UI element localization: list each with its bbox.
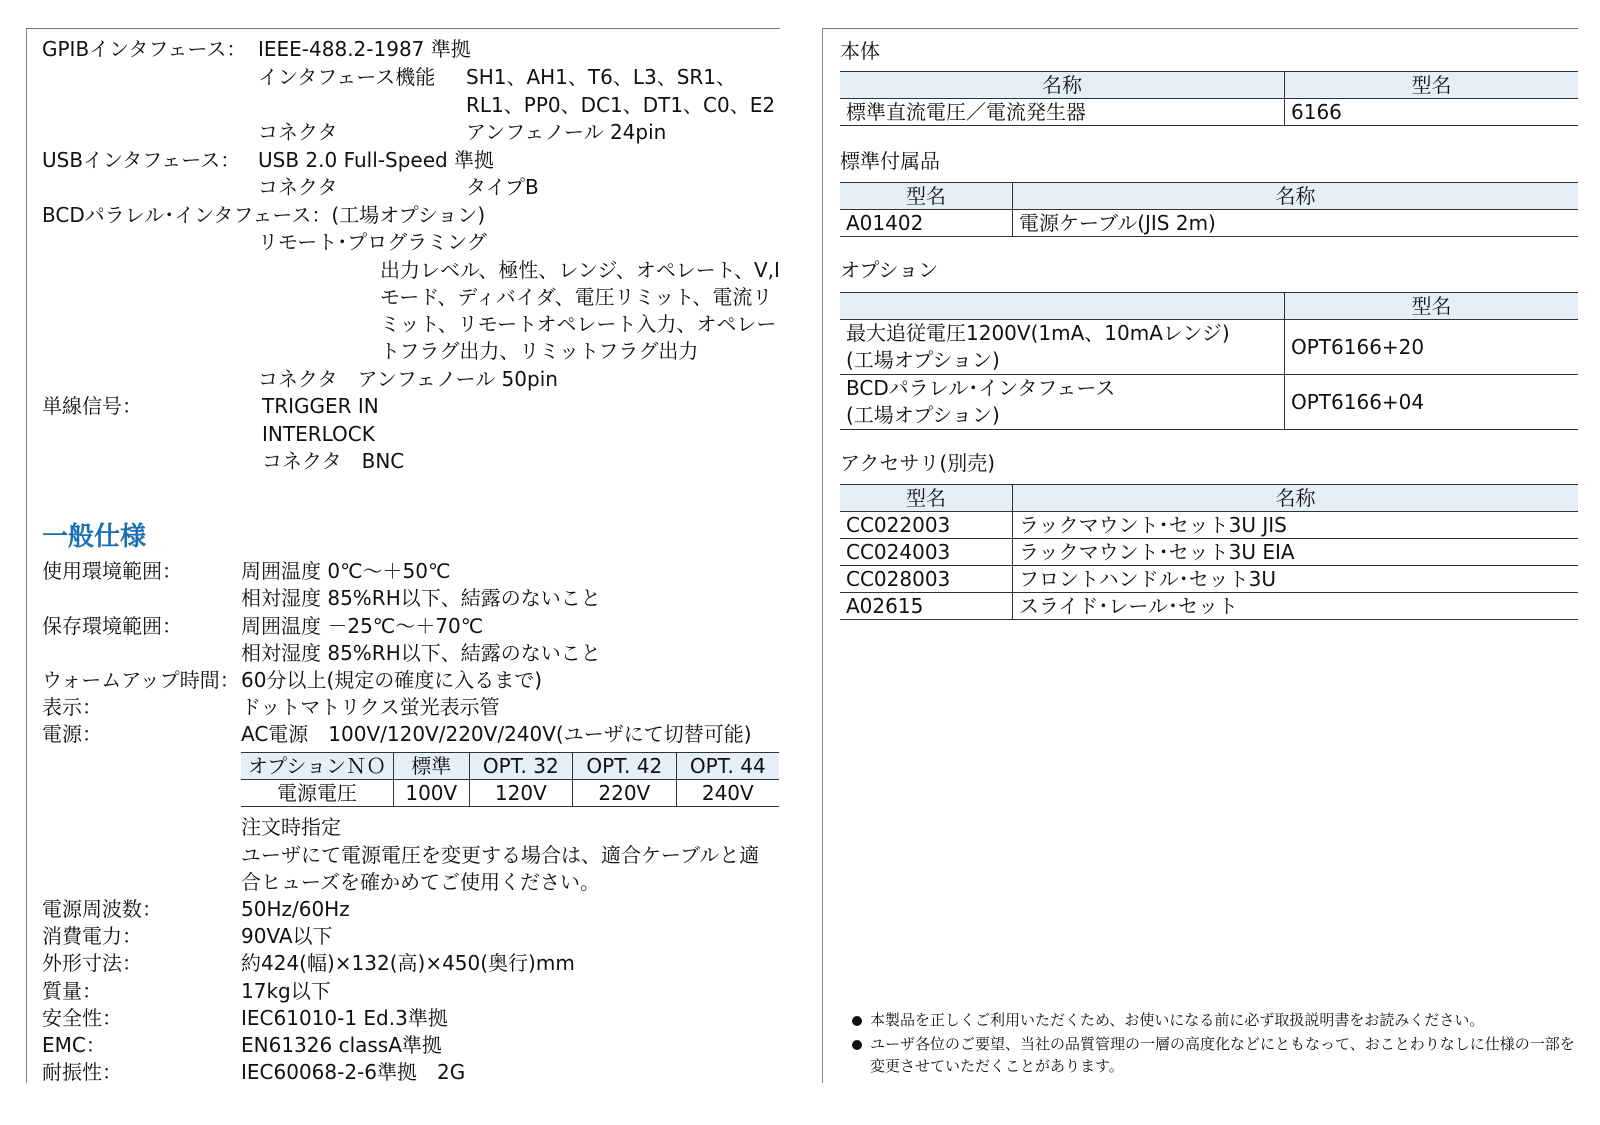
freq-label: 電源周波数： [42,897,162,921]
note-2: ユーザ各位のご要望、当社の品質管理の一層の高度化などにともなって、おことわりなしに仕様の一部を変更させていただくことがあります。 [870,1035,1575,1075]
store-temp: 周囲温度 －25℃～＋70℃ [241,614,484,638]
single-interlock: INTERLOCK [262,422,375,446]
table-row [241,780,779,807]
option-table [840,292,1578,430]
consumption-label: 消費電力： [42,924,142,948]
table-cell: A02615 [840,593,1013,620]
bcd-label: BCDパラレル･インタフェース：(工場オプション) [42,203,486,227]
safety-value: IEC61010-1 Ed.3準拠 [241,1006,448,1030]
single-label: 単線信号： [42,394,142,418]
table-row [840,210,1578,237]
option-name: 最大追従電圧1200V(1mA、10mAレンジ) [846,321,1230,345]
body-table [840,71,1578,126]
bcd-remote-4: トフラグ出力、リミットフラグ出力 [380,339,699,363]
general-spec-title: 一般仕様 [42,522,147,552]
env-temp: 周囲温度 0℃～＋50℃ [241,559,451,583]
display-label: 表示： [42,695,102,719]
mass-value: 17kg以下 [241,979,331,1003]
table-header-cell: 型名 [1285,293,1579,320]
table-cell: CC028003 [840,566,1013,593]
table-cell: CC024003 [840,539,1013,566]
option-title: オプション [840,258,939,282]
env-humidity: 相対湿度 85%RH以下、結露のないこと [241,586,601,610]
user-note-1: ユーザにて電源電圧を変更する場合は、適合ケーブルと適 [241,843,760,867]
table-row [840,99,1578,126]
table-row [241,753,779,780]
store-label: 保存環境範囲： [42,614,182,638]
table-cell: CC022003 [840,512,1013,539]
usb-conn-value: タイプB [466,175,539,199]
table-row [840,72,1578,99]
table-header-cell: 型名 [840,485,1013,512]
left-border [26,28,27,1083]
display-value: ドットマトリクス蛍光表示管 [241,695,500,719]
table-cell: 220V [573,780,676,807]
bcd-remote-3: ミット、リモートオペレート入力、オペレー [380,312,777,336]
emc-label: EMC： [42,1033,106,1057]
gpib-conn-label: コネクタ [258,120,338,144]
power-label: 電源： [42,722,102,746]
table-header-cell: 型名 [840,183,1013,210]
accessory-title: アクセサリ(別売) [840,451,996,475]
table-cell: OPT6166+04 [1285,375,1579,430]
mass-label: 質量： [42,979,102,1003]
table-header-cell: 名称 [1013,485,1579,512]
table-row [840,512,1578,539]
table-cell: 100V [394,780,470,807]
power-voltage-table [241,752,779,807]
table-cell: ラックマウント･セット3U JIS [1013,512,1579,539]
table-header-cell: OPT. 42 [573,753,676,780]
usb-label: USBインタフェース： [42,148,241,172]
bcd-remote-label: リモート･プログラミング [258,230,487,254]
table-row [840,293,1578,320]
accessory-table [840,484,1578,620]
option-note: (工場オプション) [846,403,1000,427]
table-cell [840,320,1285,375]
table-cell: 240V [676,780,779,807]
single-trigger: TRIGGER IN [262,394,379,418]
emc-value: EN61326 classA準拠 [241,1033,442,1057]
gpib-func-label: インタフェース機能 [258,65,436,89]
table-row [840,593,1578,620]
bcd-remote-1: 出力レベル、極性、レンジ、オペレート、V,I [380,258,780,282]
vibration-value: IEC60068-2-6準拠 2G [241,1060,466,1084]
table-header-cell [840,293,1285,320]
dimension-value: 約424(幅)×132(高)×450(奥行)mm [241,951,575,975]
std-accessory-title: 標準付属品 [840,149,940,173]
warmup-value: 60分以上(規定の確度に入るまで) [241,668,543,692]
consumption-value: 90VA以下 [241,924,333,948]
table-cell: 6166 [1285,99,1579,126]
env-label: 使用環境範囲： [42,559,182,583]
bcd-conn: コネクタ アンフェノール 50pin [258,367,558,391]
power-value: AC電源 100V/120V/220V/240V(ユーザにて切替可能) [241,722,752,746]
safety-label: 安全性： [42,1006,122,1030]
option-note: (工場オプション) [846,348,1000,372]
bullet-icon [852,1016,862,1026]
body-title: 本体 [840,39,880,63]
single-conn: コネクタ BNC [262,449,405,473]
bcd-remote-2: モード、ディバイダ、電圧リミット、電流リ [380,285,773,309]
freq-value: 50Hz/60Hz [241,897,350,921]
table-cell: 標準直流電圧／電流発生器 [840,99,1285,126]
left-top-rule [26,28,780,29]
table-header-cell: OPT. 44 [676,753,779,780]
user-note-2: 合ヒューズを確かめてご使用ください。 [241,870,600,894]
table-cell: OPT6166+20 [1285,320,1579,375]
table-row [840,375,1578,430]
warmup-label: ウォームアップ時間： [42,668,240,692]
table-cell: 120V [469,780,572,807]
table-cell: ラックマウント･セット3U EIA [1013,539,1579,566]
vibration-label: 耐振性： [42,1060,122,1084]
gpib-conn-value: アンフェノール 24pin [466,120,667,144]
table-cell: フロントハンドル･セット3U [1013,566,1579,593]
table-cell: A01402 [840,210,1013,237]
table-row [840,485,1578,512]
center-border [822,28,823,1083]
std-accessory-table [840,182,1578,237]
table-cell: 電源電圧 [241,780,394,807]
table-row [840,183,1578,210]
table-header-cell: 名称 [1013,183,1579,210]
table-header-cell: 名称 [840,72,1285,99]
gpib-value: IEEE-488.2-1987 準拠 [258,37,471,61]
store-humidity: 相対湿度 85%RH以下、結露のないこと [241,641,601,665]
table-header-cell: オプションＮＯ [241,753,394,780]
gpib-label: GPIBインタフェース： [42,37,247,61]
table-row [840,320,1578,375]
table-row [840,539,1578,566]
table-cell [840,375,1285,430]
option-name: BCDパラレル･インタフェース [846,376,1116,400]
table-header-cell: OPT. 32 [469,753,572,780]
table-cell: 電源ケーブル(JIS 2m) [1013,210,1579,237]
table-row [840,566,1578,593]
table-cell: スライド･レール･セット [1013,593,1579,620]
gpib-func-value-2: RL1、PP0、DC1、DT1、C0、E2 [466,93,776,117]
note-1: 本製品を正しくご利用いただくため、お使いになる前に必ず取扱説明書をお読みください。 [870,1011,1485,1029]
right-top-rule [822,28,1578,29]
gpib-func-value-1: SH1、AH1、T6、L3、SR1、 [466,65,737,89]
usb-conn-label: コネクタ [258,175,338,199]
table-header-cell: 標準 [394,753,470,780]
dimension-label: 外形寸法： [42,951,142,975]
table-header-cell: 型名 [1285,72,1579,99]
order-note: 注文時指定 [241,815,341,839]
usb-value: USB 2.0 Full-Speed 準拠 [258,148,495,172]
bullet-icon [852,1040,862,1050]
